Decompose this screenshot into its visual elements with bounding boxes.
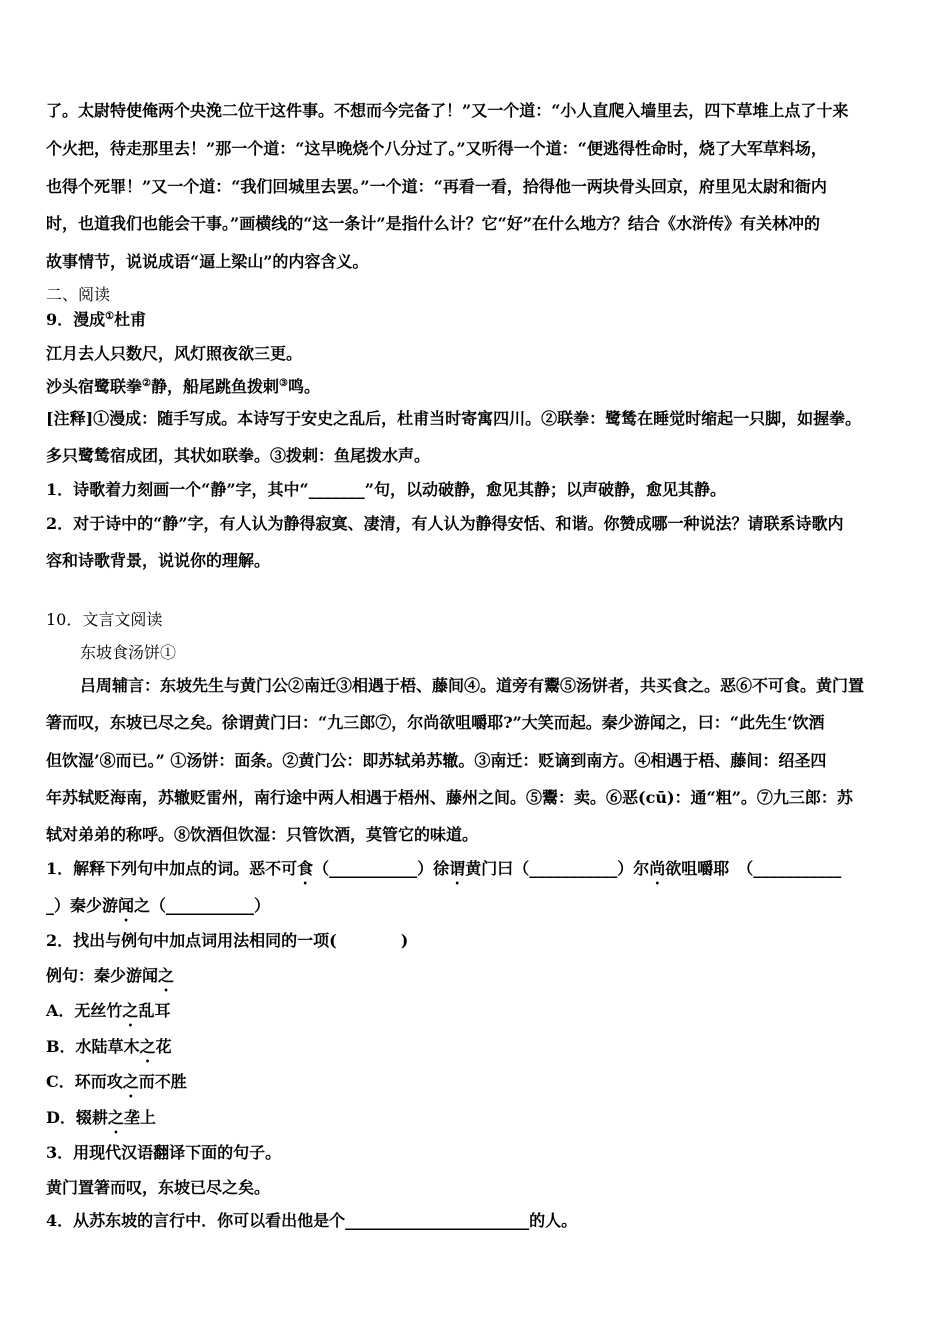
q10-title: 东坡食汤饼① (80, 643, 177, 662)
poem-title: 9．漫成①杜甫 (46, 310, 147, 329)
q10-passage: 但饮湿’⑧而已。” ①汤饼：面条。②黄门公：即苏轼弟苏辙。③南迁：贬谪到南方。④相遇于梧、藤间：绍圣四 (46, 751, 827, 770)
passage-line: 个火把，待走那里去！”那一个道：“这早晚烧个八分过了。”又听得一个道：“便逃得性命时，烧了大军草料场， (46, 139, 827, 158)
passage-line: 时，也道我们也能会干事。”画横线的“这一条计”是指什么计？它“好”在什么地方？结合《水浒传》有关林冲的 (46, 214, 821, 233)
q10-passage: 吕周辅言：东坡先生与黄门公②南迁③相遇于梧、藤间④。道旁有鬻⑤汤饼者，共买食之。恶⑥不可食。黄门置 (80, 676, 865, 695)
passage-line: 了。太尉特使俺两个央浼二位干这件事。不想而今完备了！”又一个道：“小人直爬入墙里去，四下草堆上点了十来 (46, 101, 849, 120)
q10-passage: 箸而叹，东坡已尽之矣。徐谓黄门曰：“九三郎⑦，尔尚欲咀嚼耶?”大笑而起。秦少游闻之，曰：“此先生‘饮酒 (46, 713, 825, 732)
question-1: 1．诗歌着力刻画一个“静”字，其中“_______”句，以动破静，愈见其静；以声破静，愈见其静。 (46, 480, 726, 499)
q10-question-3: 3．用现代汉语翻译下面的句子。 (46, 1143, 282, 1162)
passage-line: 也得个死罪！”又一个道：“我们回城里去罢。”一个道：“再看一看，拾得他一两块骨头回京，府里见太尉和衙内 (46, 177, 827, 196)
option-a: A．无丝竹之乱耳 (46, 1001, 171, 1020)
option-c: C．环而攻之而不胜 (46, 1072, 187, 1091)
option-b: B．水陆草木之花 (46, 1037, 172, 1056)
q10-question-1-cont: _）秦少游闻之（___________） (46, 896, 271, 915)
q10-heading: 10．文言文阅读 (46, 610, 163, 629)
question-2: 2．对于诗中的“静”字，有人认为静得寂寞、凄清，有人认为静得安恬、和谐。你赞成哪一种说法？请联系诗歌内 (46, 514, 844, 533)
section-heading: 二、阅读 (46, 285, 111, 304)
poem-note: [注释]①漫成：随手写成。本诗写于安史之乱后，杜甫当时寄寓四川。②联拳：鹭鸶在睡觉时缩起一只脚，如握拳。 (46, 409, 862, 428)
poem-note: 多只鹭鸶宿成团，其状如联拳。③拨剌：鱼尾拨水声。 (46, 446, 431, 465)
poem-line: 沙头宿鹭联拳②静，船尾跳鱼拨剌③鸣。 (46, 377, 320, 396)
passage-line: 故事情节，说说成语“逼上梁山”的内容含义。 (46, 252, 369, 271)
example-sentence: 例句：秦少游闻之 (46, 966, 175, 985)
translate-sentence: 黄门置箸而叹，东坡已尽之矣。 (46, 1178, 271, 1197)
option-d: D．辍耕之垄上 (46, 1108, 156, 1127)
q10-question-4: 4．从苏东坡的言行中．你可以看出他是个_______________________的人。 (46, 1211, 578, 1230)
poem-line: 江月去人只数尺，风灯照夜欲三更。 (46, 344, 303, 363)
q10-passage: 年苏轼贬海南，苏辙贬雷州，南行途中两人相遇于梧州、藤州之间。⑤鬻：卖。⑥恶(cū)：通“粗”。⑦九三郎：苏 (46, 788, 853, 807)
question-2-cont: 容和诗歌背景，说说你的理解。 (46, 551, 271, 570)
q10-question-1: 1．解释下列句中加点的词。恶不可食（___________）徐谓黄门曰（___________）尔尚欲咀嚼耶 （___________ (46, 859, 842, 878)
q10-question-2: 2．找出与例句中加点词用法相同的一项( ) (46, 931, 409, 950)
q10-passage: 轼对弟弟的称呼。⑧饮酒但饮湿：只管饮酒，莫管它的味道。 (46, 825, 479, 844)
